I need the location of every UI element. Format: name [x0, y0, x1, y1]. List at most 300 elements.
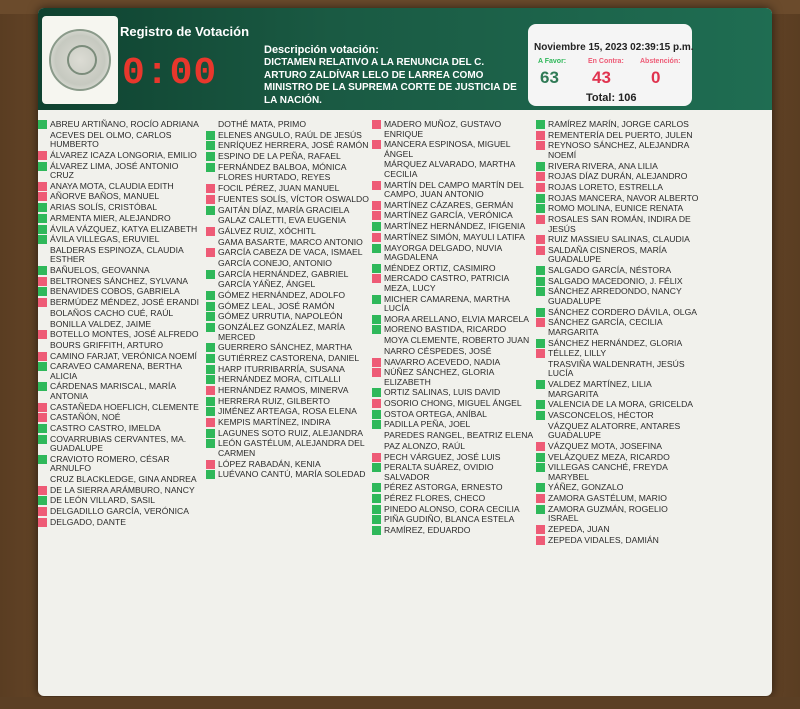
vote-favor-indicator	[38, 162, 47, 171]
vote-contra-indicator	[206, 248, 215, 257]
senator-row	[38, 382, 202, 401]
vote-favor-indicator	[536, 194, 545, 203]
senator-name: VÁZQUEZ MOTA, JOSEFINA	[548, 440, 662, 451]
vote-none-indicator	[536, 422, 545, 431]
senator-name: AÑORVE BAÑOS, MANUEL	[50, 191, 160, 202]
vote-contra-indicator	[38, 507, 47, 516]
vote-favor-indicator	[206, 141, 215, 150]
vote-contra-indicator	[536, 172, 545, 181]
vote-summary-panel	[528, 24, 692, 106]
senator-row	[38, 496, 202, 506]
senator-row	[536, 442, 700, 452]
vote-favor-indicator	[206, 302, 215, 311]
senator-name: ZAMORA GUZMÁN, ROGELIO ISRAEL	[548, 503, 668, 524]
senator-row	[536, 463, 700, 482]
senator-row	[206, 439, 370, 458]
senator-row	[38, 246, 202, 265]
senator-name: SÁNCHEZ GARCÍA, CECILIA MARGARITA	[548, 317, 663, 337]
senator-row	[372, 315, 536, 325]
senator-name: NARRO CÉSPEDES, JOSÉ	[384, 345, 492, 356]
vote-favor-indicator	[206, 375, 215, 384]
senator-name: MARTÍNEZ SIMÓN, MAYULI LATIFA	[384, 231, 525, 242]
senator-name: RAMÍREZ, EDUARDO	[384, 525, 471, 536]
senator-row	[206, 216, 370, 226]
vote-favor-indicator	[372, 315, 381, 324]
senator-row	[38, 518, 202, 528]
senator-name: ÁLVAREZ ICAZA LONGORIA, EMILIO	[50, 149, 197, 160]
senator-name: ARIAS SOLÍS, CRISTÓBAL	[50, 202, 157, 213]
senator-name: CASTRO CASTRO, IMELDA	[50, 423, 161, 433]
vote-favor-indicator	[206, 397, 215, 406]
vote-contra-indicator	[372, 368, 381, 377]
senator-row	[372, 264, 536, 274]
senator-row	[536, 277, 700, 287]
senator-name: HARP ITURRIBARRÍA, SUSANA	[218, 363, 345, 374]
senator-row	[372, 233, 536, 243]
senator-row	[206, 323, 370, 342]
vote-contra-indicator	[38, 182, 47, 191]
vote-none-indicator	[206, 216, 215, 225]
vote-favor-indicator	[206, 152, 215, 161]
vote-contra-indicator	[38, 403, 47, 412]
vote-none-indicator	[206, 173, 215, 182]
vote-contra-indicator	[38, 518, 47, 527]
vote-favor-indicator	[372, 222, 381, 231]
senator-row	[38, 424, 202, 434]
senator-name: SALGADO GARCÍA, NÉSTORA	[548, 265, 672, 276]
senator-name: VALENCIA DE LA MORA, GRICELDA	[548, 399, 694, 410]
senator-row	[38, 162, 202, 181]
a-favor-label: A Favor:	[538, 58, 567, 65]
page-title: Registro de Votación	[120, 24, 250, 39]
senator-name: MADERO MUÑOZ, GUSTAVO ENRIQUE	[384, 119, 502, 139]
senator-name: GÓMEZ URRUTIA, NAPOLEÓN	[218, 311, 343, 322]
vote-contra-indicator	[372, 120, 381, 129]
vote-contra-indicator	[372, 140, 381, 149]
senator-name: GÓMEZ LEAL, JOSÉ RAMÓN	[218, 300, 335, 311]
vote-contra-indicator	[38, 486, 47, 495]
vote-favor-indicator	[536, 411, 545, 420]
vote-contra-indicator	[536, 215, 545, 224]
senator-name: GUTIÉRREZ CASTORENA, DANIEL	[218, 352, 360, 363]
senator-name: MANCERA ESPINOSA, MIGUEL ÁNGEL	[384, 139, 511, 159]
vote-contra-indicator	[372, 453, 381, 462]
senator-row	[206, 152, 370, 162]
vote-contra-indicator	[536, 131, 545, 140]
vote-none-indicator	[372, 347, 381, 356]
senator-row	[536, 287, 700, 306]
senator-row	[38, 287, 202, 297]
senator-row	[372, 442, 536, 452]
vote-favor-indicator	[536, 204, 545, 213]
senator-row	[38, 413, 202, 423]
senator-name: BOTELLO MONTES, JOSÉ ALFREDO	[50, 329, 199, 340]
vote-none-indicator	[38, 131, 47, 140]
senator-row	[372, 463, 536, 482]
senator-name: ROJAS LORETO, ESTRELLA	[548, 181, 663, 192]
vote-contra-indicator	[536, 442, 545, 451]
senator-row	[536, 494, 700, 504]
senator-row	[38, 330, 202, 340]
senator-row	[536, 162, 700, 172]
senator-row	[372, 201, 536, 211]
senator-row	[38, 309, 202, 319]
senator-row	[372, 526, 536, 536]
vote-none-indicator	[38, 320, 47, 329]
vote-favor-indicator	[38, 214, 47, 223]
senator-row	[372, 244, 536, 263]
senator-row	[206, 163, 370, 173]
vote-contra-indicator	[536, 318, 545, 327]
senator-row	[372, 181, 536, 200]
senator-row	[372, 494, 536, 504]
senator-row	[38, 298, 202, 308]
senator-name: ROJAS DÍAZ DURÁN, ALEJANDRO	[548, 171, 688, 182]
senator-name: CASTAÑEDA HOEFLICH, CLEMENTE	[50, 401, 199, 412]
senator-row	[536, 308, 700, 318]
vote-favor-indicator	[536, 287, 545, 296]
vote-none-indicator	[38, 246, 47, 255]
senator-name: JIMÉNEZ ARTEAGA, ROSA ELENA	[218, 406, 357, 417]
vote-favor-indicator	[206, 291, 215, 300]
vote-none-indicator	[206, 259, 215, 268]
senator-row	[536, 339, 700, 349]
vote-contra-indicator	[372, 181, 381, 190]
vote-favor-indicator	[206, 439, 215, 448]
vote-favor-indicator	[536, 162, 545, 171]
senator-name: BONILLA VALDEZ, JAIME	[50, 318, 152, 329]
vote-favor-indicator	[206, 312, 215, 321]
senator-name: BALDERAS ESPINOZA, CLAUDIA ESTHER	[50, 244, 184, 265]
vote-favor-indicator	[372, 483, 381, 492]
vote-favor-indicator	[206, 206, 215, 215]
senator-name: GUERRERO SÁNCHEZ, MARTHA	[218, 342, 353, 353]
senator-row	[536, 204, 700, 214]
senator-name: CÁRDENAS MARISCAL, MARÍA ANTONIA	[50, 381, 176, 401]
vote-favor-indicator	[38, 235, 47, 244]
senator-row	[536, 120, 700, 130]
abstencion-count: 0	[651, 68, 661, 87]
senator-row	[536, 246, 700, 265]
senator-name: REMENTERÍA DEL PUERTO, JULEN	[548, 129, 693, 140]
vote-favor-indicator	[206, 343, 215, 352]
vote-favor-indicator	[206, 354, 215, 363]
senator-name: BELTRONES SÁNCHEZ, SYLVANA	[50, 275, 189, 286]
senator-name: MARTÍN DEL CAMPO MARTÍN DEL CAMPO, JUAN ANTONIO	[384, 179, 524, 200]
senator-name: VALDEZ MARTÍNEZ, LILIA MARGARITA	[548, 379, 652, 399]
senator-row	[536, 131, 700, 141]
vote-contra-indicator	[206, 460, 215, 469]
vote-favor-indicator	[536, 505, 545, 514]
senator-name: NAVARRO ACEVEDO, NADIA	[384, 356, 501, 367]
vote-favor-indicator	[38, 203, 47, 212]
senator-name: BAÑUELOS, GEOVANNA	[50, 265, 150, 276]
senator-row	[372, 325, 536, 335]
senator-name: HERNÁNDEZ MORA, CITLALLI	[218, 374, 341, 385]
senator-row	[372, 388, 536, 398]
vote-description: DICTAMEN RELATIVO A LA RENUNCIA DEL C. ARTURO ZALDÍVAR LELO DE LARREA COMO MINISTRO DE LA SUPREMA CORTE DE JUSTICIA DE LA NACIÓN.	[264, 57, 517, 106]
vote-datetime: Noviembre 15, 2023 02:39:15 p.m.	[534, 42, 694, 53]
senator-name: FLORES HURTADO, REYES	[218, 172, 331, 183]
senator-name: MERCADO CASTRO, PATRICIA MEZA, LUCY	[384, 273, 509, 293]
senator-name: BERMÚDEZ MÉNDEZ, JOSÉ ERANDI	[50, 297, 199, 308]
senator-name: REYNOSO SÁNCHEZ, ALEJANDRA NOEMÍ	[548, 140, 689, 160]
vote-column-1	[38, 120, 202, 529]
vote-favor-indicator	[206, 429, 215, 438]
senator-row	[536, 235, 700, 245]
vote-favor-indicator	[206, 270, 215, 279]
vote-none-indicator	[38, 309, 47, 318]
senator-row	[372, 515, 536, 525]
senator-name: LÓPEZ RABADÁN, KENIA	[218, 458, 321, 469]
senator-name: CAMINO FARJAT, VERÓNICA NOEMÍ	[50, 350, 197, 361]
senator-row	[372, 410, 536, 420]
senator-name: BOURS GRIFFITH, ARTURO	[50, 339, 163, 350]
senator-name: GARCÍA CABEZA DE VACA, ISMAEL	[218, 247, 363, 258]
senator-name: ARMENTA MIER, ALEJANDRO	[50, 212, 171, 223]
senator-row	[38, 266, 202, 276]
vote-favor-indicator	[372, 494, 381, 503]
vote-contra-indicator	[536, 494, 545, 503]
vote-contra-indicator	[206, 227, 215, 236]
senator-name: ÁLVAREZ LIMA, JOSÉ ANTONIO CRUZ	[50, 160, 179, 181]
senator-name: LAGUNES SOTO RUIZ, ALEJANDRA	[218, 427, 364, 438]
vote-none-indicator	[372, 336, 381, 345]
senator-row	[536, 505, 700, 524]
senator-row	[38, 475, 202, 485]
vote-favor-indicator	[206, 163, 215, 172]
senator-row	[206, 141, 370, 151]
senator-name: DE LEÓN VILLARD, SASIL	[50, 495, 156, 506]
vote-column-4	[536, 120, 700, 546]
senator-row	[536, 483, 700, 493]
senator-row	[536, 422, 700, 441]
vote-favor-indicator	[372, 388, 381, 397]
vote-contra-indicator	[536, 183, 545, 192]
vote-none-indicator	[372, 442, 381, 451]
senator-row	[372, 368, 536, 387]
vote-favor-indicator	[536, 483, 545, 492]
senator-row	[372, 420, 536, 430]
vote-favor-indicator	[536, 308, 545, 317]
senator-name: FOCIL PÉREZ, JUAN MANUEL	[218, 183, 340, 194]
senator-row	[38, 362, 202, 381]
senator-row	[206, 343, 370, 353]
vote-favor-indicator	[38, 120, 47, 129]
senator-row	[372, 399, 536, 409]
vote-favor-indicator	[38, 287, 47, 296]
senator-name: VELÁZQUEZ MEZA, RICARDO	[548, 451, 670, 462]
senator-name: LEÓN GASTÉLUM, ALEJANDRA DEL CARMEN	[218, 438, 365, 458]
senator-row	[38, 192, 202, 202]
vote-contra-indicator	[206, 386, 215, 395]
vote-favor-indicator	[38, 455, 47, 464]
senator-row	[536, 536, 700, 546]
vote-contra-indicator	[536, 246, 545, 255]
vote-contra-indicator	[536, 536, 545, 545]
senator-name: PADILLA PEÑA, JOEL	[384, 419, 471, 430]
senator-name: MORA ARELLANO, ELVIA MARCELA	[384, 313, 530, 324]
senator-name: CARAVEO CAMARENA, BERTHA ALICIA	[50, 361, 182, 381]
senator-row	[38, 455, 202, 474]
vote-favor-indicator	[372, 264, 381, 273]
senator-row	[206, 280, 370, 290]
vote-favor-indicator	[38, 225, 47, 234]
senator-row	[38, 486, 202, 496]
vote-favor-indicator	[38, 266, 47, 275]
senator-name: GAITÁN DÍAZ, MARÍA GRACIELA	[218, 204, 350, 215]
vote-contra-indicator	[38, 277, 47, 286]
vote-favor-indicator	[206, 365, 215, 374]
voting-screen	[38, 8, 772, 696]
vote-contra-indicator	[38, 192, 47, 201]
vote-favor-indicator	[536, 120, 545, 129]
senator-name: GARCÍA CONEJO, ANTONIO	[218, 257, 332, 268]
senator-row	[38, 131, 202, 150]
senator-name: YÁÑEZ, GONZALO	[548, 482, 624, 493]
senator-row	[206, 120, 370, 130]
senator-row	[372, 347, 536, 357]
vote-contra-indicator	[536, 235, 545, 244]
senator-row	[206, 302, 370, 312]
vote-favor-indicator	[372, 325, 381, 334]
senator-row	[38, 225, 202, 235]
vote-none-indicator	[536, 360, 545, 369]
senator-name: ROMO MOLINA, EUNICE RENATA	[548, 203, 684, 214]
senator-row	[38, 277, 202, 287]
vote-contra-indicator	[536, 141, 545, 150]
senator-name: RIVERA RIVERA, ANA LILIA	[548, 160, 658, 171]
vote-contra-indicator	[372, 233, 381, 242]
senator-row	[206, 131, 370, 141]
senator-name: MARTÍNEZ HERNÁNDEZ, IFIGENIA	[384, 221, 526, 232]
senator-row	[206, 270, 370, 280]
senator-name: MORENO BASTIDA, RICARDO	[384, 324, 507, 335]
senator-name: GONZÁLEZ GONZÁLEZ, MARÍA MERCED	[218, 322, 345, 342]
vote-contra-indicator	[372, 358, 381, 367]
vote-none-indicator	[206, 120, 215, 129]
senator-name: MÉNDEZ ORTIZ, CASIMIRO	[384, 262, 496, 273]
vote-favor-indicator	[536, 400, 545, 409]
senator-row	[372, 431, 536, 441]
senator-row	[38, 320, 202, 330]
senator-name: TRASVIÑA WALDENRATH, JESÚS LUCÍA	[548, 358, 685, 379]
vote-contra-indicator	[206, 418, 215, 427]
senator-row	[206, 418, 370, 428]
vote-favor-indicator	[536, 380, 545, 389]
senator-row	[206, 429, 370, 439]
senator-row	[372, 358, 536, 368]
vote-favor-indicator	[38, 496, 47, 505]
senator-row	[536, 349, 700, 359]
a-favor-count: 63	[540, 68, 559, 87]
senator-name: RUIZ MASSIEU SALINAS, CLAUDIA	[548, 234, 690, 245]
senator-row	[38, 151, 202, 161]
senator-name: GARCÍA HERNÁNDEZ, GABRIEL	[218, 268, 349, 279]
senator-row	[372, 274, 536, 293]
vote-favor-indicator	[38, 435, 47, 444]
senator-name: ÁVILA VILLEGAS, ERUVIEL	[50, 234, 160, 245]
senator-name: VÁZQUEZ ALATORRE, ANTARES GUADALUPE	[548, 420, 681, 441]
vote-contra-indicator	[372, 274, 381, 283]
senator-row	[536, 453, 700, 463]
senator-name: LUÉVANO CANTÚ, MARÍA SOLEDAD	[218, 469, 366, 480]
senator-row	[206, 259, 370, 269]
senator-name: CRAVIOTO ROMERO, CÉSAR ARNULFO	[50, 453, 170, 474]
senator-row	[206, 386, 370, 396]
senator-row	[536, 380, 700, 399]
en-contra-count: 43	[592, 68, 611, 87]
senator-row	[372, 336, 536, 346]
senator-name: PECH VÁRGUEZ, JOSÉ LUIS	[384, 451, 501, 462]
senator-name: OSORIO CHONG, MIGUEL ÁNGEL	[384, 398, 522, 409]
senator-name: MARTÍNEZ CÁZARES, GERMÁN	[384, 199, 514, 210]
senator-row	[38, 235, 202, 245]
senator-row	[536, 525, 700, 535]
senator-name: CRUZ BLACKLEDGE, GINA ANDREA	[50, 474, 197, 485]
vote-none-indicator	[206, 280, 215, 289]
vote-favor-indicator	[206, 407, 215, 416]
vote-favor-indicator	[536, 266, 545, 275]
senator-row	[536, 266, 700, 276]
vote-favor-indicator	[372, 463, 381, 472]
vote-contra-indicator	[372, 399, 381, 408]
vote-favor-indicator	[206, 470, 215, 479]
senator-name: SALGADO MACEDONIO, J. FÉLIX	[548, 275, 683, 286]
senator-name: ZAMORA GASTÉLUM, MARIO	[548, 493, 667, 504]
vote-none-indicator	[38, 475, 47, 484]
senator-name: MOYA CLEMENTE, ROBERTO JUAN	[384, 335, 530, 346]
senator-name: HERRERA RUIZ, GILBERTO	[218, 395, 330, 406]
senator-name: FERNÁNDEZ BALBOA, MÓNICA	[218, 161, 347, 172]
vote-favor-indicator	[372, 515, 381, 524]
senator-name: ZEPEDA, JUAN	[548, 523, 610, 534]
senator-name: TÉLLEZ, LILLY	[548, 348, 607, 359]
senator-name: DE LA SIERRA ARÁMBURO, NANCY	[50, 484, 195, 495]
senator-row	[536, 215, 700, 234]
abstencion-label: Abstención:	[640, 58, 681, 65]
total-count: Total: 106	[586, 92, 637, 104]
senator-name: DELGADO, DANTE	[50, 516, 126, 527]
vote-contra-indicator	[536, 349, 545, 358]
senator-name: ROJAS MANCERA, NAVOR ALBERTO	[548, 192, 699, 203]
senator-name: SÁNCHEZ HERNÁNDEZ, GLORIA	[548, 337, 683, 348]
senator-row	[38, 214, 202, 224]
senator-row	[372, 505, 536, 515]
senator-row	[536, 141, 700, 160]
senator-row	[38, 435, 202, 454]
vote-none-indicator	[206, 238, 215, 247]
vote-contra-indicator	[372, 201, 381, 210]
vote-favor-indicator	[536, 463, 545, 472]
senator-row	[206, 173, 370, 183]
vote-favor-indicator	[536, 453, 545, 462]
senator-name: ESPINO DE LA PEÑA, RAFAEL	[218, 151, 341, 162]
senator-name: NÚÑEZ SÁNCHEZ, GLORIA ELIZABETH	[384, 367, 494, 387]
vote-favor-indicator	[38, 362, 47, 371]
vote-timer: 0:00	[122, 52, 218, 95]
en-contra-label: En Contra:	[588, 58, 624, 65]
vote-column-3	[372, 120, 536, 537]
senator-row	[536, 360, 700, 379]
senator-name: ZEPEDA VIDALES, DAMIÁN	[548, 534, 659, 545]
senator-name: BENAVIDES COBOS, GABRIELA	[50, 286, 180, 297]
senator-name: RAMÍREZ MARÍN, JORGE CARLOS	[548, 119, 689, 129]
vote-none-indicator	[38, 341, 47, 350]
senator-row	[206, 470, 370, 480]
senator-name: ENRÍQUEZ HERRERA, JOSÉ RAMÓN	[218, 140, 369, 151]
senator-name: MAYORGA DELGADO, NUVIA MAGDALENA	[384, 242, 502, 262]
